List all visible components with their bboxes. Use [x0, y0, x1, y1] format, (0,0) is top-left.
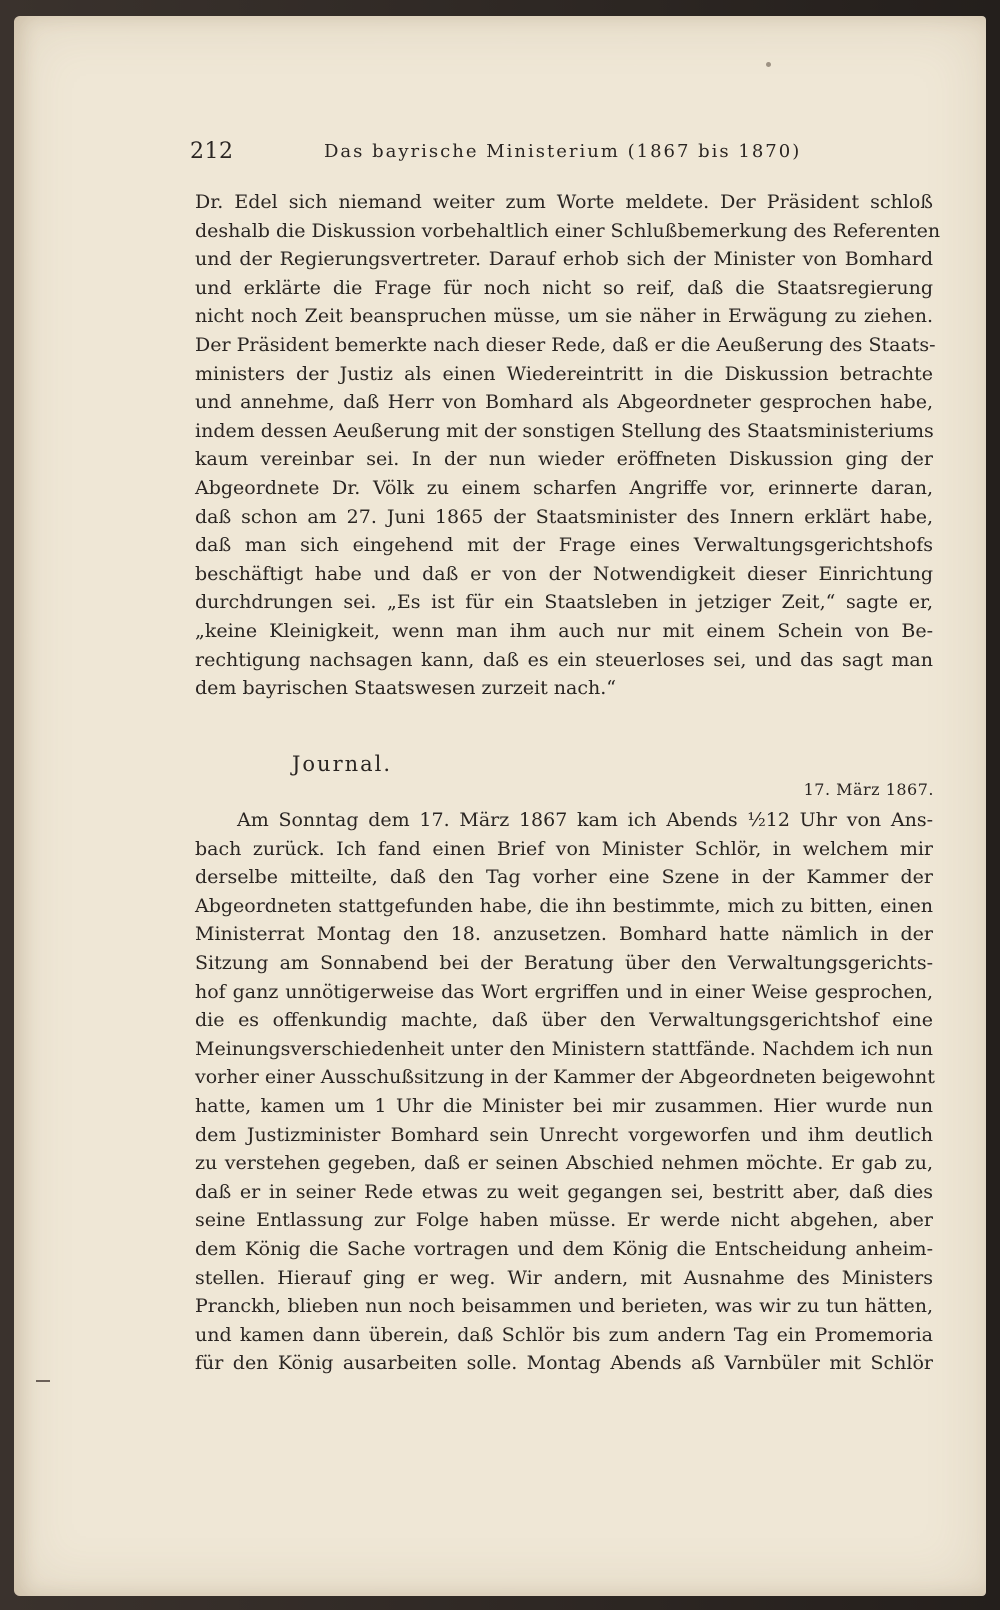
text-line: und der Regierungsvertreter. Darauf erhob sich der Minister von Bomhard [195, 248, 933, 271]
text-line: beschäftigt habe und daß er von der Notwendigkeit dieser Einrichtung [195, 562, 933, 585]
text-line: Ministerrat Montag den 18. anzusetzen. Bomhard hatte nämlich in der [195, 923, 933, 946]
text-line: die es offenkundig machte, daß über den Verwaltungsgerichtshof eine [195, 1009, 933, 1032]
text-line: seine Entlassung zur Folge haben müsse. Er werde nicht abgehen, aber [195, 1209, 933, 1232]
journal-date: 17. März 1867. [803, 780, 934, 799]
text-line: und kamen dann überein, daß Schlör bis zum andern Tag ein Promemoria [195, 1323, 933, 1346]
text-line: kaum vereinbar sei. In der nun wieder eröffneten Diskussion ging der [195, 448, 933, 471]
text-line: „keine Kleinigkeit, wenn man ihm auch nur mit einem Schein von Be- [195, 619, 933, 642]
text-line: daß er in seiner Rede etwas zu weit gegangen sei, bestritt aber, daß dies [195, 1180, 933, 1203]
text-line: hof ganz unnötigerweise das Wort ergriffen und in einer Weise gesprochen, [195, 980, 933, 1003]
text-line: und annehme, daß Herr von Bomhard als Abgeordneter gesprochen habe, [195, 391, 933, 414]
text-line: derselbe mitteilte, daß den Tag vorher eine Szene in der Kammer der [195, 866, 933, 889]
text-line: ministers der Justiz als einen Wiedereintritt in die Diskussion betrachte [195, 362, 933, 385]
text-line: daß schon am 27. Juni 1865 der Staatsminister des Innern erklärt habe, [195, 505, 933, 528]
margin-mark [36, 1380, 50, 1382]
page-number: 212 [190, 139, 234, 164]
text-line: Dr. Edel sich niemand weiter zum Worte meldete. Der Präsident schloß [195, 191, 933, 213]
text-line: rechtigung nachsagen kann, daß es ein steuerloses sei, und das sagt man [195, 648, 933, 671]
text-line: daß man sich eingehend mit der Frage eines Verwaltungsgerichtshofs [195, 534, 933, 557]
text-line: Sitzung am Sonnabend bei der Beratung über den Verwaltungsgerichts- [195, 951, 933, 974]
text-line: vorher einer Ausschußsitzung in der Kammer der Abgeordneten beigewohnt [195, 1066, 935, 1089]
text-line: deshalb die Diskussion vorbehaltlich einer Schlußbemerkung des Referenten [195, 219, 941, 242]
text-line: Abgeordneten stattgefunden habe, die ihn bestimmte, mich zu bitten, einen [195, 894, 933, 917]
text-line: Meinungsverschiedenheit unter den Ministern stattfände. Nachdem ich nun [195, 1037, 933, 1060]
paragraph-continuation [195, 188, 941, 703]
text-line: bach zurück. Ich fand einen Brief von Minister Schlör, in welchem mir [195, 837, 933, 860]
text-line: Abgeordnete Dr. Völk zu einem scharfen Angriffe vor, erinnerte daran, [195, 476, 933, 499]
text-line: durchdrungen sei. „Es ist für ein Staatsleben in jetziger Zeit,“ sagte er, [195, 591, 933, 614]
text-line: dem bayrischen Staatswesen zurzeit nach.“ [195, 677, 616, 700]
text-line: dem Justizminister Bomhard sein Unrecht vorgeworfen und ihm deutlich [195, 1123, 933, 1146]
text-line: stellen. Hierauf ging er weg. Wir andern, mit Ausnahme des Ministers [195, 1266, 933, 1289]
paper-spot [766, 62, 771, 67]
text-line: zu verstehen gegeben, daß er seinen Abschied nehmen möchte. Er gab zu, [195, 1152, 933, 1175]
text-line: Pranckh, blieben nun noch beisammen und berieten, was wir zu tun hätten, [195, 1295, 933, 1318]
text-line: dem König die Sache vortragen und dem König die Entscheidung anheim- [195, 1237, 933, 1260]
text-line: indem dessen Aeußerung mit der sonstigen Stellung des Staatsministeriums [195, 419, 934, 442]
text-line: Am Sonntag dem 17. März 1867 kam ich Abends ½12 Uhr von Ans- [237, 809, 933, 831]
page-header [190, 139, 930, 173]
text-line: für den König ausarbeiten solle. Montag Abends aß Varnbüler mit Schlör [195, 1352, 933, 1375]
text-line: nicht noch Zeit beanspruchen müsse, um sie näher in Erwägung zu ziehen. [195, 305, 933, 328]
text-line: hatte, kamen um 1 Uhr die Minister bei mir zusammen. Hier wurde nun [195, 1094, 933, 1117]
section-heading: Journal. [292, 752, 393, 776]
running-title: Das bayrische Ministerium (1867 bis 1870) [324, 141, 802, 162]
journal-paragraph [195, 806, 933, 1378]
text-line: Der Präsident bemerkte nach dieser Rede, daß er die Aeußerung des Staats- [195, 333, 936, 356]
text-line: und erklärte die Frage für noch nicht so reif, daß die Staatsregierung [195, 276, 933, 299]
